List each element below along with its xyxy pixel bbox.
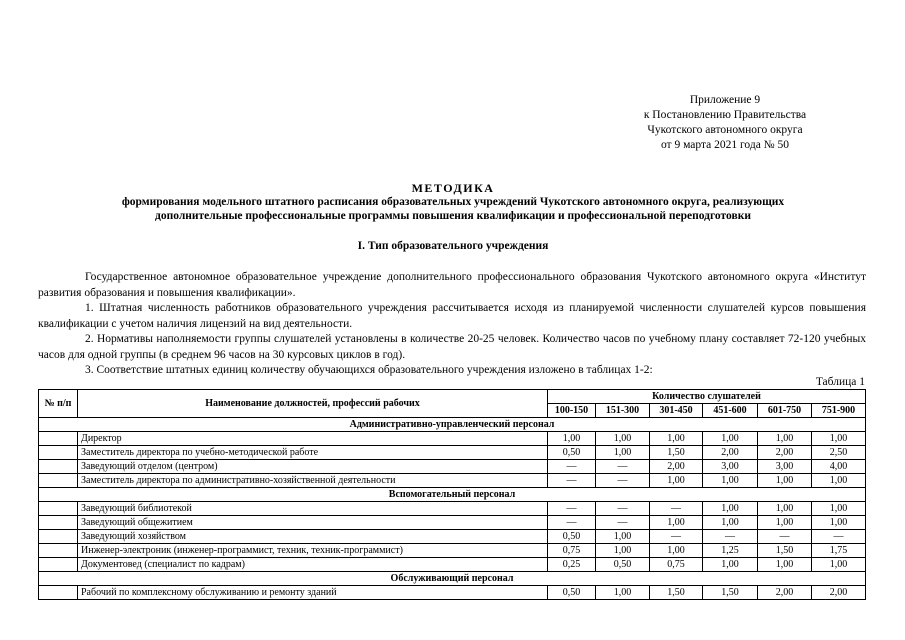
annex-line: Приложение 9 bbox=[689, 94, 761, 106]
table-row bbox=[39, 474, 866, 488]
table-row bbox=[39, 446, 866, 460]
row-value: 2,00 bbox=[758, 446, 812, 460]
row-value: 1,00 bbox=[548, 432, 596, 446]
row-value: 3,00 bbox=[703, 460, 758, 474]
row-value: 1,00 bbox=[812, 432, 866, 446]
row-value: — bbox=[758, 530, 812, 544]
title-line: формирования модельного штатного расписания образовательных учреждений Чукотского автономного округа, реализующих bbox=[121, 196, 785, 208]
header-range: 751-900 bbox=[812, 404, 866, 418]
header-range: 601-750 bbox=[758, 404, 812, 418]
row-value: — bbox=[650, 502, 703, 516]
row-value: — bbox=[596, 460, 650, 474]
row-num bbox=[39, 460, 78, 474]
row-value: 1,00 bbox=[650, 474, 703, 488]
table-row bbox=[39, 502, 866, 516]
table-row bbox=[39, 460, 866, 474]
table-row bbox=[39, 432, 866, 446]
header-range: 301-450 bbox=[650, 404, 703, 418]
paragraph: 1. Штатная численность работников образовательного учреждения рассчитывается исходя из планируемой численности слушателей курсов повышения квалификации с учетом наличия лицензий на вид деятельности. bbox=[38, 302, 866, 330]
row-name: Заместитель директора по административно-хозяйственной деятельности bbox=[78, 474, 548, 488]
title-main: МЕТОДИКА bbox=[411, 181, 495, 195]
row-value: 1,00 bbox=[650, 544, 703, 558]
row-value: — bbox=[548, 516, 596, 530]
row-value: 1,00 bbox=[596, 530, 650, 544]
row-value: 1,50 bbox=[650, 586, 703, 600]
row-value: 1,00 bbox=[812, 502, 866, 516]
group-row bbox=[39, 572, 866, 586]
row-value: 1,00 bbox=[758, 558, 812, 572]
staff-table bbox=[38, 389, 866, 600]
header-num: № п/п bbox=[39, 390, 78, 418]
row-value: 1,50 bbox=[758, 544, 812, 558]
row-value: 3,00 bbox=[758, 460, 812, 474]
row-num bbox=[39, 586, 78, 600]
row-value: 1,00 bbox=[703, 502, 758, 516]
row-value: 2,00 bbox=[812, 586, 866, 600]
row-value: 1,50 bbox=[650, 446, 703, 460]
row-value: 1,00 bbox=[650, 516, 703, 530]
row-value: 0,75 bbox=[650, 558, 703, 572]
row-value: 1,50 bbox=[703, 586, 758, 600]
annex-block bbox=[600, 93, 850, 153]
paragraph: 3. Соответствие штатных единиц количеству обучающихся образовательного учреждения изложено в таблицах 1-2: bbox=[85, 364, 653, 376]
body-text bbox=[38, 270, 866, 379]
table-row bbox=[39, 530, 866, 544]
document-title bbox=[40, 181, 866, 223]
row-value: 0,50 bbox=[548, 446, 596, 460]
table-row bbox=[39, 586, 866, 600]
row-value: 1,00 bbox=[812, 558, 866, 572]
row-value: 2,00 bbox=[758, 586, 812, 600]
paragraph: 2. Нормативы наполняемости группы слушателей установлены в количестве 20-25 человек. Количество часов по учебному плану составляет 72-120 учебных часов для одной группы (в среднем 96 часов на 30 курсовых циклов в год). bbox=[38, 333, 866, 361]
row-num bbox=[39, 530, 78, 544]
group-row bbox=[39, 488, 866, 502]
row-value: 0,50 bbox=[596, 558, 650, 572]
row-value: 1,00 bbox=[703, 558, 758, 572]
paragraph: Государственное автономное образовательное учреждение дополнительного профессионального образования Чукотского автономного округа «Институт развития образования и повышения квалификации». bbox=[38, 271, 866, 299]
row-value: 0,50 bbox=[548, 586, 596, 600]
row-value: 1,25 bbox=[703, 544, 758, 558]
row-value: 1,00 bbox=[596, 432, 650, 446]
group-row bbox=[39, 418, 866, 432]
group-label: Обслуживающий персонал bbox=[39, 572, 866, 586]
row-value: 1,00 bbox=[812, 474, 866, 488]
row-value: 1,00 bbox=[812, 516, 866, 530]
row-name: Директор bbox=[78, 432, 548, 446]
row-value: 1,00 bbox=[758, 502, 812, 516]
row-value: — bbox=[596, 502, 650, 516]
row-value: 1,00 bbox=[596, 544, 650, 558]
row-value: — bbox=[548, 460, 596, 474]
annex-line: от 9 марта 2021 года № 50 bbox=[660, 139, 790, 151]
row-value: 1,00 bbox=[758, 432, 812, 446]
row-value: 1,00 bbox=[703, 516, 758, 530]
row-num bbox=[39, 502, 78, 516]
row-value: 4,00 bbox=[812, 460, 866, 474]
row-value: — bbox=[703, 530, 758, 544]
table-row bbox=[39, 558, 866, 572]
row-name: Документовед (специалист по кадрам) bbox=[78, 558, 548, 572]
header-name: Наименование должностей, профессий рабочих bbox=[78, 390, 548, 418]
row-value: 1,00 bbox=[758, 516, 812, 530]
section-heading: I. Тип образовательного учреждения bbox=[357, 240, 549, 252]
row-value: 0,50 bbox=[548, 530, 596, 544]
group-label: Вспомогательный персонал bbox=[39, 488, 866, 502]
row-name: Заместитель директора по учебно-методической работе bbox=[78, 446, 548, 460]
row-name: Инженер-электроник (инженер-программист, техник, техник-программист) bbox=[78, 544, 548, 558]
row-value: — bbox=[596, 474, 650, 488]
row-num bbox=[39, 474, 78, 488]
row-num bbox=[39, 446, 78, 460]
row-value: — bbox=[548, 502, 596, 516]
header-range: 151-300 bbox=[596, 404, 650, 418]
row-value: 1,00 bbox=[758, 474, 812, 488]
row-name: Рабочий по комплексному обслуживанию и ремонту зданий bbox=[78, 586, 548, 600]
group-label: Административно-управленческий персонал bbox=[39, 418, 866, 432]
row-value: — bbox=[650, 530, 703, 544]
row-num bbox=[39, 558, 78, 572]
annex-line: Чукотского автономного округа bbox=[647, 124, 803, 136]
row-value: 1,00 bbox=[703, 432, 758, 446]
table-number: Таблица 1 bbox=[815, 376, 865, 388]
row-value: 1,75 bbox=[812, 544, 866, 558]
row-num bbox=[39, 432, 78, 446]
table-row bbox=[39, 544, 866, 558]
header-row bbox=[39, 390, 866, 404]
header-range: 100-150 bbox=[548, 404, 596, 418]
row-value: 1,00 bbox=[596, 446, 650, 460]
annex-line: к Постановлению Правительства bbox=[643, 109, 807, 121]
row-value: 1,00 bbox=[703, 474, 758, 488]
row-value: 0,75 bbox=[548, 544, 596, 558]
row-num bbox=[39, 544, 78, 558]
row-value: 1,00 bbox=[650, 432, 703, 446]
header-range: 451-600 bbox=[703, 404, 758, 418]
row-name: Заведующий хозяйством bbox=[78, 530, 548, 544]
row-name: Заведующий общежитием bbox=[78, 516, 548, 530]
row-value: 2,00 bbox=[650, 460, 703, 474]
row-name: Заведующий отделом (центром) bbox=[78, 460, 548, 474]
row-value: — bbox=[596, 516, 650, 530]
row-value: 2,50 bbox=[812, 446, 866, 460]
row-value: — bbox=[548, 474, 596, 488]
row-value: 1,00 bbox=[596, 586, 650, 600]
header-group: Количество слушателей bbox=[548, 390, 866, 404]
row-value: 0,25 bbox=[548, 558, 596, 572]
title-line: дополнительные профессиональные программы повышения квалификации и профессиональной переподготовки bbox=[155, 210, 751, 222]
row-num bbox=[39, 516, 78, 530]
row-value: 2,00 bbox=[703, 446, 758, 460]
row-name: Заведующий библиотекой bbox=[78, 502, 548, 516]
table-row bbox=[39, 516, 866, 530]
row-value: — bbox=[812, 530, 866, 544]
